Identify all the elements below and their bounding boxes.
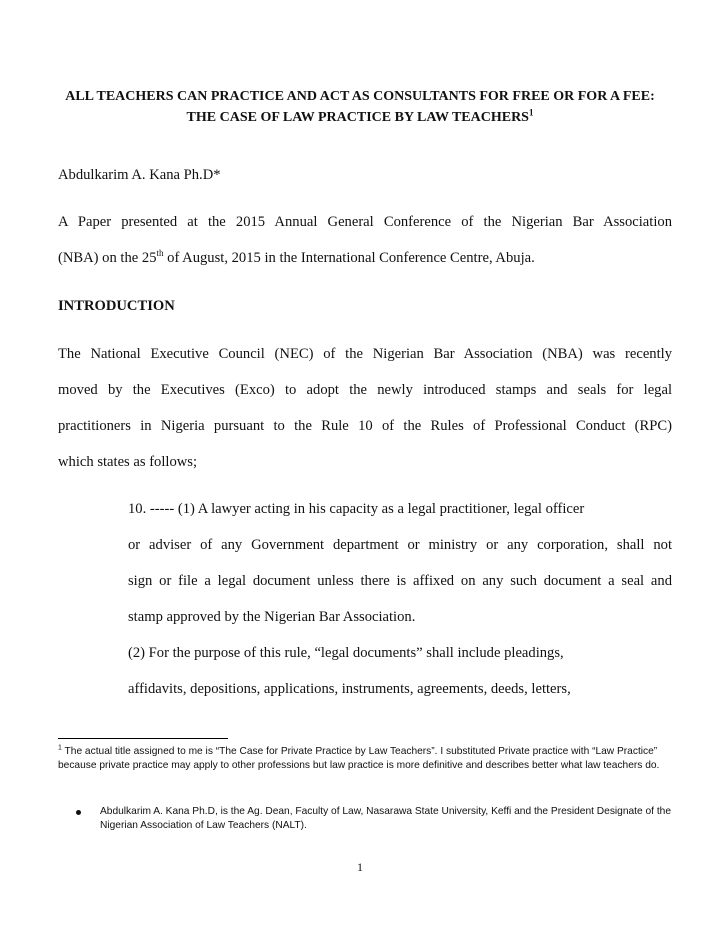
quote-line-3: sign or file a legal document unless there is affixed on any such document a seal and [128, 573, 672, 589]
quote-line-2: or adviser of any Government department or ministry or any corporation, shall not [128, 537, 672, 553]
presented-line-2 [58, 250, 535, 267]
title-footnote-mark[interactable]: 1 [528, 107, 534, 118]
footnote-separator [58, 738, 228, 739]
intro-line-3: practitioners in Nigeria pursuant to the Rule 10 of the Rules of Professional Conduct (RPC) [58, 418, 672, 434]
presented-line-2-post: of August, 2015 in the International Conference Centre, Abuja. [163, 250, 535, 266]
quote-line-4: stamp approved by the Nigerian Bar Association. [128, 609, 416, 625]
author-line: Abdulkarim A. Kana Ph.D* [58, 167, 221, 183]
intro-line-1: The National Executive Council (NEC) of the Nigerian Bar Association (NBA) was recently [58, 346, 672, 362]
page-number: 1 [357, 860, 363, 874]
bullet-icon [76, 810, 81, 815]
presented-line-2-pre: (NBA) on the 25 [58, 250, 157, 266]
title-line-1: ALL TEACHERS CAN PRACTICE AND ACT AS CONSULTANTS FOR FREE OR FOR A FEE: [65, 89, 655, 104]
quote-line-1: 10. ----- (1) A lawyer acting in his capacity as a legal practitioner, legal officer [128, 501, 585, 517]
title-line-2 [40, 107, 680, 128]
ordinal-suffix: th [156, 248, 164, 259]
quote-line-6: affidavits, depositions, applications, instruments, agreements, deeds, letters, [128, 681, 571, 697]
intro-line-4: which states as follows; [58, 454, 198, 470]
section-heading-introduction: INTRODUCTION [58, 298, 175, 314]
presented-line-1: A Paper presented at the 2015 Annual General Conference of the Nigerian Bar Association [58, 214, 672, 230]
quote-line-5: (2) For the purpose of this rule, “legal documents” shall include pleadings, [128, 645, 564, 661]
footnote-2-text: Abdulkarim A. Kana Ph.D, is the Ag. Dean, Faculty of Law, Nasarawa State University, Keffi and the President Designate of the Nigerian Association of Law Teachers (NALT). [100, 806, 671, 831]
footnote-1-mark: 1 [58, 744, 62, 752]
intro-line-2: moved by the Executives (Exco) to adopt the newly introduced stamps and seals for legal [58, 382, 672, 398]
footnote-1-text: The actual title assigned to me is “The Case for Private Practice by Law Teachers”. I substituted Private practice with “Law Practice” because private practice may apply to other professions but law practice is more definitive and describes better what law teachers do. [58, 746, 660, 771]
title-line-2-text: THE CASE OF LAW PRACTICE BY LAW TEACHERS [186, 110, 529, 125]
footnote-1 [58, 745, 674, 773]
